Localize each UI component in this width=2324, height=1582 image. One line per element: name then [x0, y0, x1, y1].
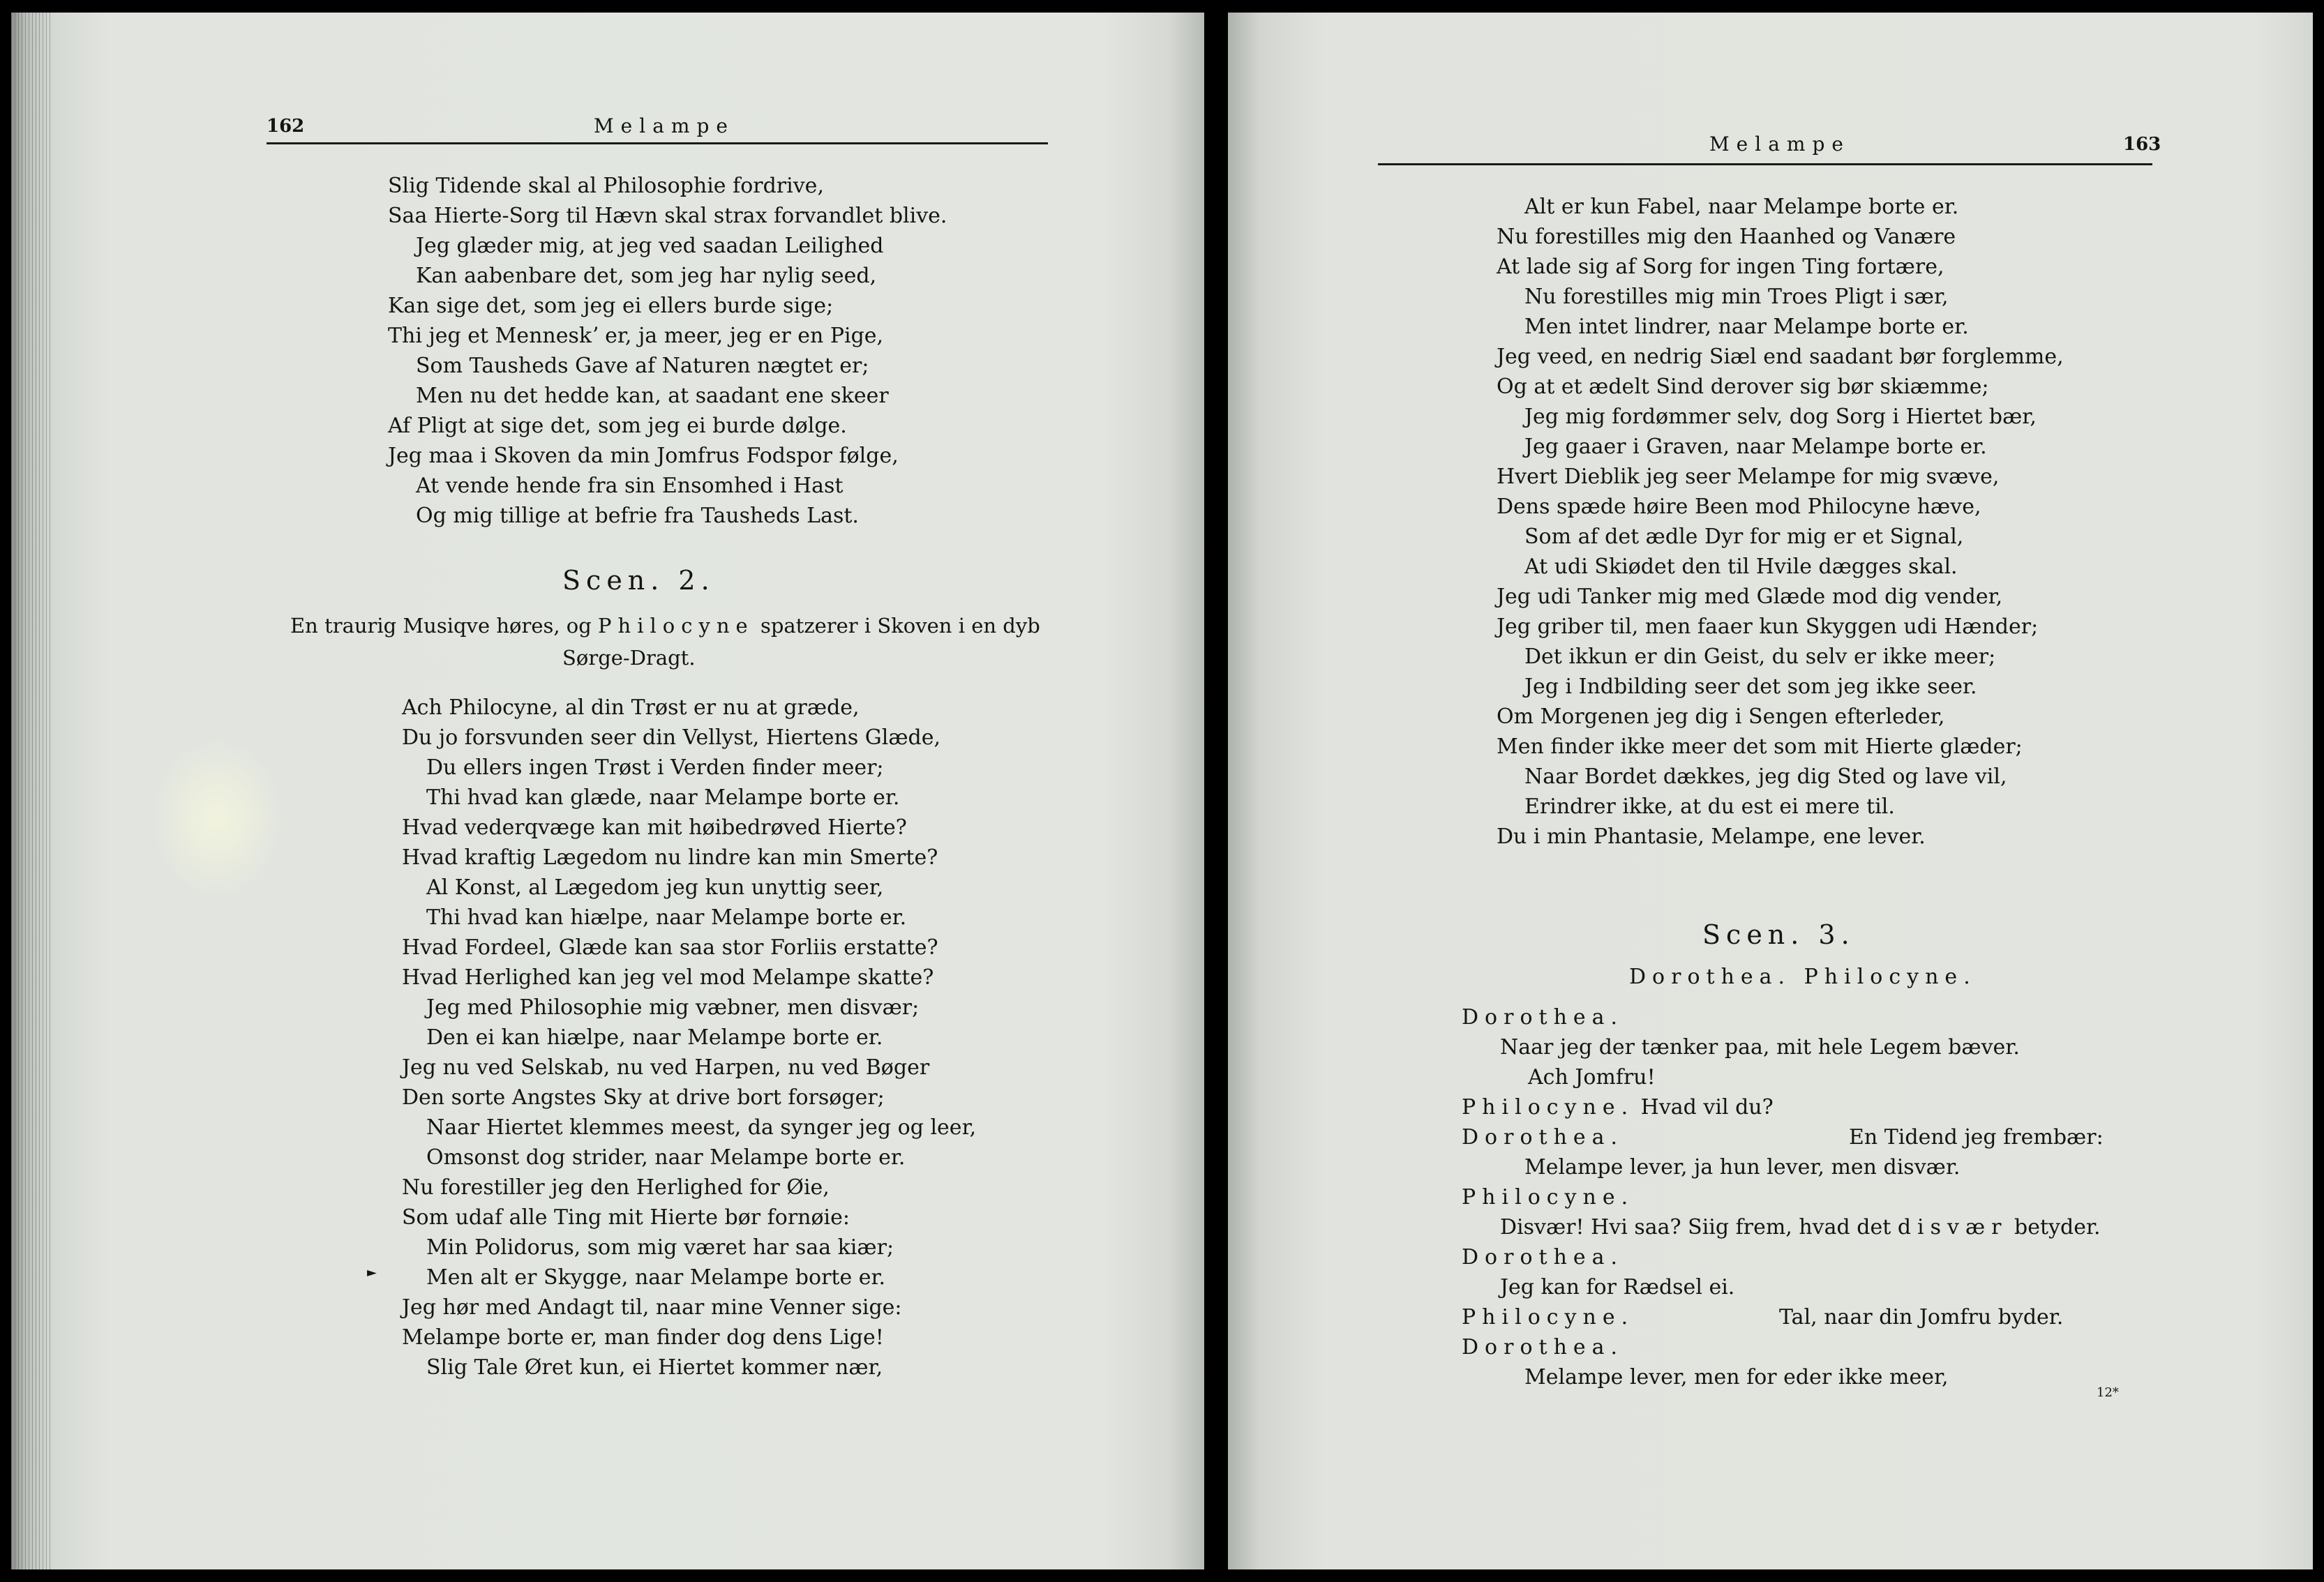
verse-line: Saa Hierte-Sorg til Hævn skal strax forvandlet blive.	[388, 204, 947, 228]
page-edge-stack	[11, 13, 53, 1569]
speaker-name: Dorothea.	[1462, 1005, 1624, 1030]
verse-line: Som Tausheds Gave af Naturen nægtet er;	[416, 354, 869, 378]
margin-mark: ►	[367, 1265, 377, 1280]
verse-line: Hvert Dieblik jeg seer Melampe for mig svæve,	[1497, 465, 2000, 489]
verse-line: Jeg nu ved Selskab, nu ved Harpen, nu ved Bøger	[402, 1055, 930, 1080]
right-page	[1228, 13, 2313, 1569]
verse-line: Den sorte Angstes Sky at drive bort forsøger;	[402, 1085, 885, 1110]
dialogue-line	[1500, 1216, 2101, 1240]
verse-line: Alt er kun Fabel, naar Melampe borte er.	[1524, 195, 1959, 219]
verse-line: At lade sig af Sorg for ingen Ting fortære,	[1497, 255, 1944, 279]
dialogue-row	[1462, 1096, 1774, 1120]
verse-line: Du i min Phantasie, Melampe, ene lever.	[1497, 824, 1926, 849]
stage-direction-line2: Sørge-Dragt.	[562, 646, 696, 670]
verse-line: Jeg mig fordømmer selv, dog Sorg i Hiertet bær,	[1524, 405, 2037, 429]
speaker-text: En Tidend jeg frembær:	[1849, 1125, 2104, 1150]
verse-line: Jeg maa i Skoven da min Jomfrus Fodspor følge,	[388, 444, 899, 468]
verse-line: Nu forestilles mig den Haanhed og Vanære	[1497, 225, 1956, 249]
verse-line: Kan aabenbare det, som jeg har nylig seed,	[416, 264, 877, 288]
verse-line: Omsonst dog strider, naar Melampe borte er.	[426, 1145, 906, 1170]
stage-direction-before: En traurig Musiqve høres, og	[290, 614, 592, 638]
scene-characters: Dorothea. Philocyne.	[1629, 965, 1977, 989]
verse-line: Min Polidorus, som mig været har saa kiær;	[426, 1235, 894, 1260]
scene-heading: Scen. 2.	[562, 565, 715, 596]
verse-line: Naar Hiertet klemmes meest, da synger jeg og leer,	[426, 1115, 977, 1140]
left-page	[11, 13, 1204, 1569]
verse-line: Jeg griber til, men faaer kun Skyggen udi Hænder;	[1497, 615, 2039, 639]
verse-line: At udi Skiødet den til Hvile dægges skal.	[1524, 555, 1958, 579]
verse-line: Hvad vederqvæge kan mit høibedrøved Hierte?	[402, 815, 907, 840]
verse-line: Det ikkun er din Geist, du selv er ikke meer;	[1524, 645, 1996, 669]
page-number: 162	[267, 116, 305, 137]
verse-line: Erindrer ikke, at du est ei mere til.	[1524, 794, 1895, 819]
page-number: 163	[2123, 134, 2161, 155]
verse-line: Naar Bordet dækkes, jeg dig Sted og lave vil,	[1524, 764, 2007, 789]
verse-line: Melampe borte er, man finder dog dens Lige!	[402, 1325, 884, 1350]
verse-line: Og at et ædelt Sind derover sig bør skiæmme;	[1497, 375, 1989, 399]
verse-line: At vende hende fra sin Ensomhed i Hast	[416, 474, 844, 498]
verse-line: Dens spæde høire Been mod Philocyne hæve,	[1497, 495, 1981, 519]
verse-line: Slig Tale Øret kun, ei Hiertet kommer nær,	[426, 1355, 883, 1380]
verse-line: Af Pligt at sige det, som jeg ei burde dølge.	[388, 414, 847, 438]
dialogue-line: Ach Jomfru!	[1528, 1065, 1656, 1090]
verse-line: Du jo forsvunden seer din Vellyst, Hiertens Glæde,	[402, 725, 941, 750]
verse-line: Men finder ikke meer det som mit Hierte glæder;	[1497, 734, 2023, 759]
header-rule	[267, 142, 1048, 144]
verse-line: Nu forestilles mig min Troes Pligt i sær,	[1524, 285, 1949, 309]
verse-line: Men nu det hedde kan, at saadant ene skeer	[416, 384, 889, 408]
speaker-name: Dorothea.	[1462, 1125, 1624, 1150]
verse-line: Men alt er Skygge, naar Melampe borte er.	[426, 1265, 886, 1290]
verse-line: Jeg gaaer i Graven, naar Melampe borte er.	[1524, 435, 1987, 459]
verse-line: Ach Philocyne, al din Trøst er nu at græde,	[402, 695, 860, 720]
verse-line: Jeg veed, en nedrig Siæl end saadant bør forglemme,	[1497, 345, 2064, 369]
dialogue-line: Jeg kan for Rædsel ei.	[1500, 1275, 1735, 1300]
verse-line: Kan sige det, som jeg ei ellers burde sige;	[388, 294, 834, 318]
verse-line: Om Morgenen jeg dig i Sengen efterleder,	[1497, 705, 1945, 729]
dialogue-line: Melampe lever, ja hun lever, men disvær.	[1524, 1155, 1961, 1180]
verse-line: Nu forestiller jeg den Herlighed for Øie,	[402, 1175, 830, 1200]
header-rule	[1378, 163, 2152, 165]
verse-line: Jeg udi Tanker mig med Glæde mod dig vender,	[1497, 585, 2003, 609]
verse-line: Hvad Herlighed kan jeg vel mod Melampe skatte?	[402, 965, 934, 990]
speaker-text: Hvad vil du?	[1640, 1095, 1774, 1120]
emphasized-word: disvær	[1897, 1215, 2008, 1240]
verse-line: Men intet lindrer, naar Melampe borte er.	[1524, 315, 1969, 339]
verse-line: Jeg hør med Andagt til, naar mine Venner sige:	[402, 1295, 902, 1320]
running-head: Melampe	[1709, 133, 1850, 156]
verse-line: Thi hvad kan hiælpe, naar Melampe borte er.	[426, 905, 907, 930]
verse-line: Slig Tidende skal al Philosophie fordrive,	[388, 174, 824, 198]
verse-line: Jeg glæder mig, at jeg ved saadan Leilighed	[416, 234, 884, 258]
stage-direction-name: Philocyne	[598, 614, 754, 638]
speaker-name: Philocyne.	[1462, 1095, 1635, 1120]
verse-line: Thi hvad kan glæde, naar Melampe borte er.	[426, 785, 900, 810]
running-head: Melampe	[594, 114, 735, 137]
speaker-name: Dorothea.	[1462, 1245, 1624, 1270]
dialogue-text: betyder.	[2014, 1215, 2101, 1240]
verse-line: Og mig tillige at befrie fra Tausheds Last.	[416, 504, 859, 528]
speaker-name: Philocyne.	[1462, 1185, 1635, 1210]
verse-line: Thi jeg et Menneskʼ er, ja meer, jeg er en Pige,	[388, 324, 884, 348]
verse-line: Som af det ædle Dyr for mig er et Signal,	[1524, 525, 1964, 549]
verse-line: Jeg med Philosophie mig væbner, men disvær;	[426, 995, 920, 1020]
verse-line: Den ei kan hiælpe, naar Melampe borte er.	[426, 1025, 883, 1050]
signature-mark: 12*	[2097, 1385, 2119, 1400]
scene-heading: Scen. 3.	[1702, 919, 1855, 950]
verse-line: Du ellers ingen Trøst i Verden finder meer;	[426, 755, 884, 780]
speaker-text: Tal, naar din Jomfru byder.	[1779, 1305, 2064, 1329]
dialogue-line: Melampe lever, men for eder ikke meer,	[1524, 1365, 1949, 1389]
stage-direction-after: spatzerer i Skoven i en dyb	[760, 614, 1040, 638]
dialogue-text: Disvær! Hvi saa? Siig frem, hvad det	[1500, 1215, 1891, 1240]
verse-line: Hvad Fordeel, Glæde kan saa stor Forliis erstatte?	[402, 935, 938, 960]
speaker-name: Dorothea.	[1462, 1335, 1624, 1359]
verse-line: Som udaf alle Ting mit Hierte bør fornøie:	[402, 1205, 850, 1230]
verse-line: Jeg i Indbilding seer det som jeg ikke seer.	[1524, 675, 1977, 699]
stage-direction	[290, 614, 1040, 638]
verse-line: Al Konst, al Lægedom jeg kun unyttig seer,	[426, 875, 884, 900]
speaker-name: Philocyne.	[1462, 1305, 1635, 1329]
light-glare	[151, 738, 283, 898]
verse-line: Hvad kraftig Lægedom nu lindre kan min Smerte?	[402, 845, 938, 870]
dialogue-line: Naar jeg der tænker paa, mit hele Legem bæver.	[1500, 1035, 2020, 1060]
